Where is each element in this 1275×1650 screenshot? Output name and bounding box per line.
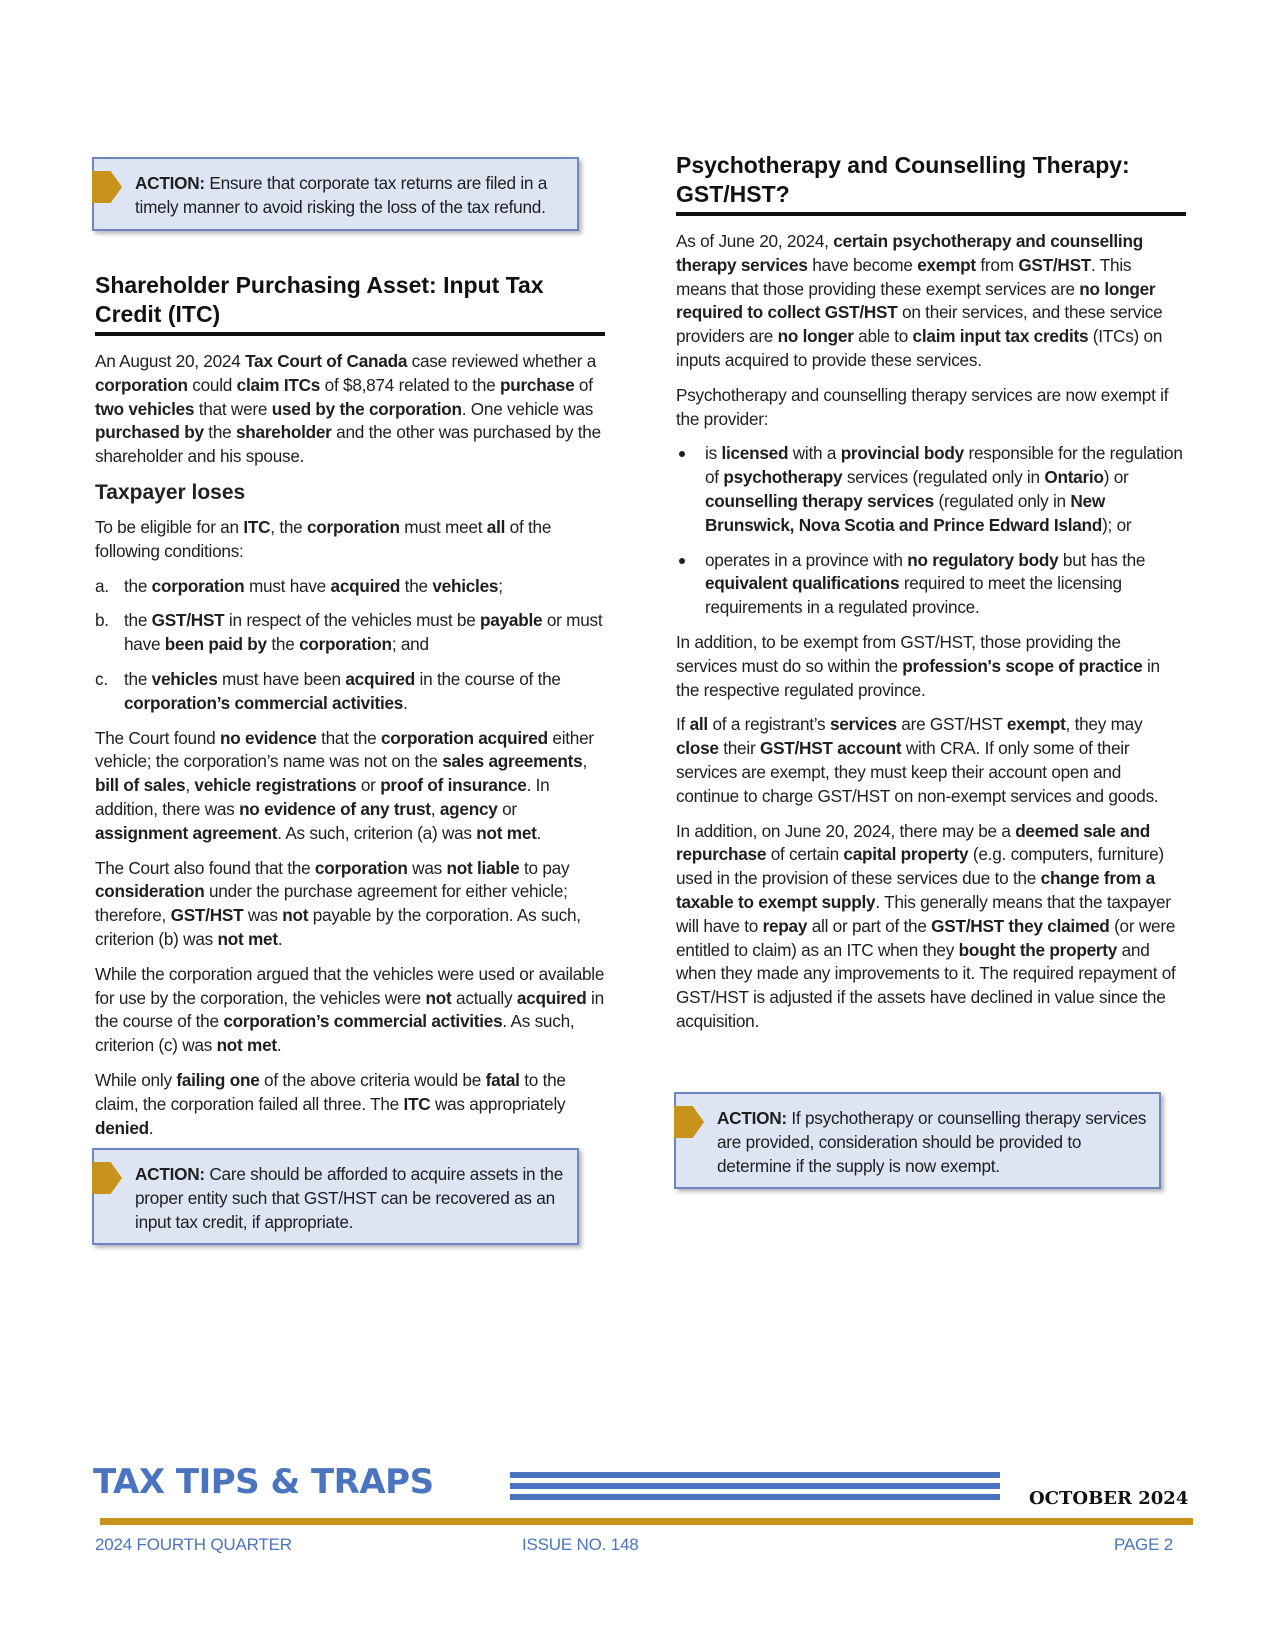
brand-stripe [510,1483,1000,1489]
action-text: Care should be afforded to acquire assets in the proper entity such that GST/HST can be recovered as an input tax credit, if appropriate. [135,1164,564,1232]
action-box-tax-returns [92,157,579,231]
bullet-text: is licensed with a provincial body responsible for the regulation of psychotherapy services (regulated only in Ontario) or counselling therapy services (regulated only in New Brunswick, Nova Scotia and Prince Edward Island); or [705,443,1183,535]
action-box-acquire-assets [92,1148,579,1245]
body-paragraph: In addition, on June 20, 2024, there may be a deemed sale and repurchase of certain capital property (e.g. computers, furniture) used in the provision of these services due to the change from a taxable to exempt supply. This generally means that the taxpayer will have to repay all or part of the GST/HST they claimed (or were entitled to claim) as an ITC when they bought the property and when they made any improvements to it. The required repayment of GST/HST is adjusted if the assets have declined in value since the acquisition. [676,820,1176,1031]
criteria-label: a. [95,575,109,596]
section-heading-psychotherapy: Psychotherapy and Counselling Therapy: GST/HST? [676,151,1186,216]
newsletter-brand: TAX TIPS & TRAPS [93,1462,434,1502]
action-label: ACTION: [135,173,205,193]
brand-stripe [510,1472,1000,1478]
action-label: ACTION: [135,1164,205,1184]
criteria-label: c. [95,668,108,689]
finding-paragraph: While only failing one of the above criteria would be fatal to the claim, the corporation failed all three. The ITC was appropriately denied. [95,1069,566,1138]
arrow-marker-icon [674,1106,704,1138]
footer-page: PAGE 2 [1114,1535,1173,1554]
action-box-psychotherapy [674,1092,1161,1189]
brand-stripe [510,1494,1000,1500]
bullet-dot-icon [679,451,685,457]
arrow-marker-icon [92,171,122,203]
intro-paragraph: An August 20, 2024 Tax Court of Canada case reviewed whether a corporation could claim ITCs of $8,874 related to the purchase of two vehicles that were used by the corporation. One vehicle was purchased by the shareholder and the other was purchased by the shareholder and his spouse. [95,351,601,467]
provider-bullet-list [676,442,1186,620]
footer-divider [100,1518,1193,1525]
finding-paragraph: The Court also found that the corporation was not liable to pay consideration under the purchase agreement for either vehicle; therefore, GST/HST was not payable by the corporation. As such, criterion (b) was not met. [95,857,581,949]
eligibility-paragraph: To be eligible for an ITC, the corporation must meet all of the following conditions: [95,516,552,561]
bullet-item [676,442,1186,537]
body-paragraph: If all of a registrant’s services are GST/HST exempt, they may close their GST/HST account with CRA. If only some of their services are exempt, they must keep their account open and continue to charge GST/HST on non-exempt services and goods. [676,714,1159,806]
criteria-item [95,609,605,657]
section-heading-shareholder-asset: Shareholder Purchasing Asset: Input Tax Credit (ITC) [95,271,605,336]
action-text: Ensure that corporate tax returns are filed in a timely manner to avoid risking the loss of the tax refund. [135,173,548,217]
criteria-item [95,668,605,716]
bullet-dot-icon [679,558,685,564]
footer-quarter: 2024 FOURTH QUARTER [95,1535,292,1554]
criteria-text: the GST/HST in respect of the vehicles must be payable or must have been paid by the corporation; and [124,610,603,655]
bullet-text: operates in a province with no regulatory body but has the equivalent qualifications required to meet the licensing requirements in a regulated province. [705,549,1146,618]
finding-paragraph: While the corporation argued that the vehicles were used or available for use by the corporation, the vehicles were not actually acquired in the course of the corporation’s commercial activities. As such, criterion (c) was not met. [95,963,605,1056]
criteria-text: the vehicles must have been acquired in the course of the corporation’s commercial activities. [124,668,561,713]
subheading-taxpayer-loses: Taxpayer loses [95,480,246,504]
issue-month: OCTOBER 2024 [1029,1488,1189,1509]
bullet-item [676,549,1186,620]
action-text: If psychotherapy or counselling therapy services are provided, consideration should be provided to determine if the supply is now exempt. [717,1108,1147,1176]
body-paragraph: As of June 20, 2024, certain psychotherapy and counselling therapy services have become exempt from GST/HST. This means that those providing these exempt services are no longer required to collect GST/HST on their services, and these service providers are no longer able to claim input tax credits (ITCs) on inputs acquired to provide these services. [676,231,1163,370]
right-column [676,151,1186,1045]
action-label: ACTION: [717,1108,787,1128]
criteria-text: the corporation must have acquired the vehicles; [124,575,503,596]
criteria-item [95,575,605,599]
criteria-list [95,575,605,716]
footer-issue: ISSUE NO. 148 [522,1535,639,1554]
criteria-label: b. [95,610,109,631]
finding-paragraph: The Court found no evidence that the corporation acquired either vehicle; the corporation’s name was not on the sales agreements, bill of sales, vehicle registrations or proof of insurance. In addition, there was no evidence of any trust, agency or assignment agreement. As such, criterion (a) was not met. [95,727,594,843]
body-paragraph: Psychotherapy and counselling therapy services are now exempt if the provider: [676,384,1169,429]
body-paragraph: In addition, to be exempt from GST/HST, those providing the services must do so within the profession's scope of practice in the respective regulated province. [676,631,1160,700]
arrow-marker-icon [92,1162,122,1194]
left-column [95,271,605,1151]
